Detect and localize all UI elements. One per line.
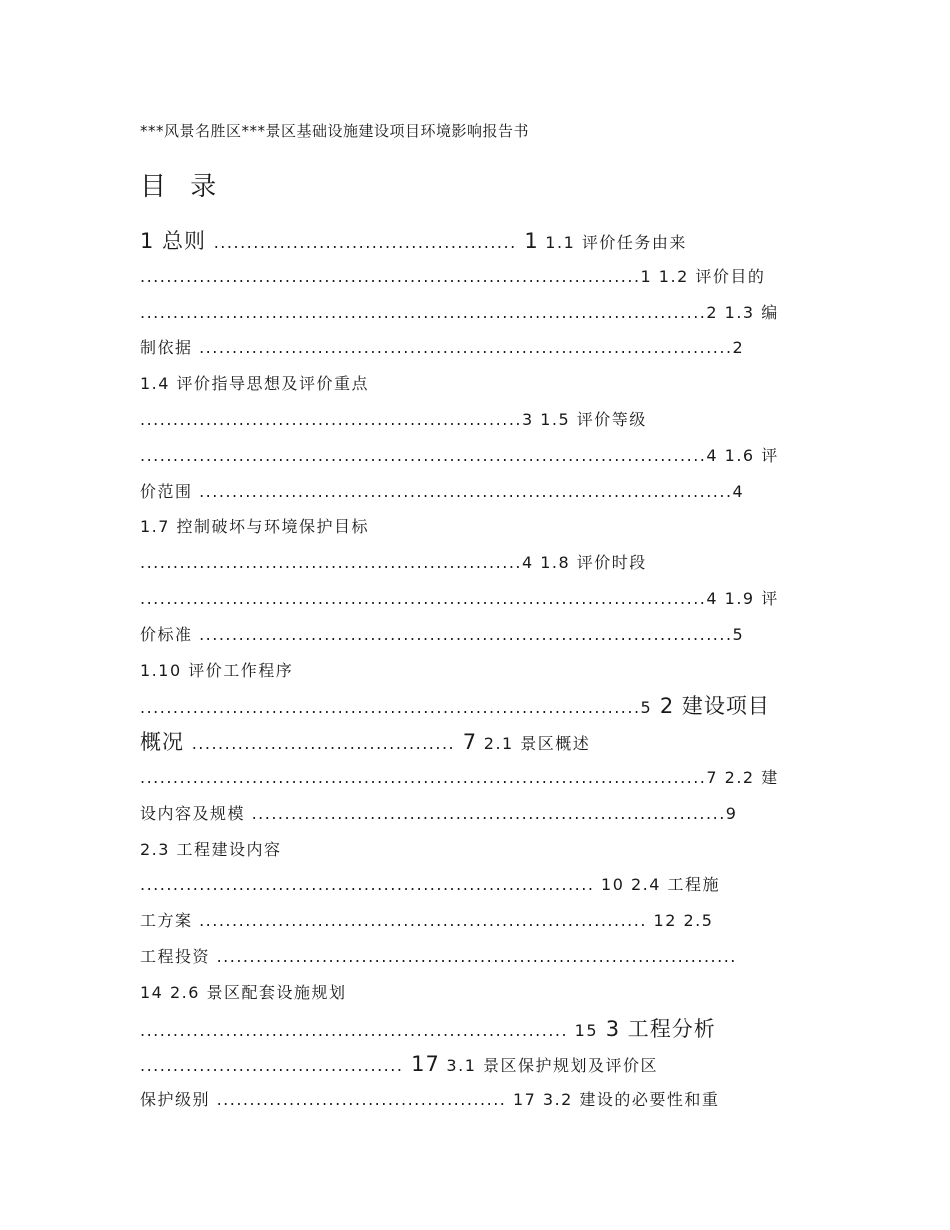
toc-line bbox=[140, 763, 779, 793]
toc-big-lead: 概况 bbox=[140, 730, 192, 755]
toc-big-num: 7 bbox=[455, 730, 478, 755]
toc-text: ..........................................................3 1.5 评价等级 bbox=[140, 410, 647, 429]
toc-line bbox=[140, 584, 779, 614]
toc-text: 制依据 .................................................................................2 bbox=[140, 338, 745, 358]
toc-rest: 3.1 景区保护规划及评价区 bbox=[439, 1056, 658, 1076]
toc-text: ..................................................................... 10 2.4 工程施 bbox=[140, 875, 720, 895]
toc-text: 保护级别 ............................................ 17 3.2 建设的必要性和重 bbox=[140, 1090, 720, 1110]
toc-big-tail: 2 建设项目 bbox=[652, 694, 770, 719]
toc-line bbox=[140, 835, 282, 865]
toc-text: 1.7 控制破坏与环境保护目标 bbox=[140, 517, 370, 537]
toc-rest: 1.1 评价任务由来 bbox=[538, 233, 687, 252]
toc-line bbox=[140, 477, 744, 507]
toc-text: 价范围 .................................................................................4 bbox=[140, 481, 745, 501]
toc-text: ......................................................................................4 1.9 评 bbox=[140, 589, 779, 608]
toc-text: ................................................................. 15 bbox=[140, 1020, 599, 1040]
toc-line bbox=[140, 512, 369, 542]
toc-text: 1.4 评价指导思想及评价重点 bbox=[140, 374, 370, 394]
toc-line bbox=[140, 691, 770, 721]
toc-text: ......................................................................................7 2.2 建 bbox=[140, 768, 779, 787]
toc-line bbox=[140, 441, 779, 471]
toc-line bbox=[140, 369, 369, 399]
toc-big-num: 17 bbox=[403, 1052, 440, 1077]
toc-line bbox=[140, 1014, 716, 1044]
toc-dots-big: ........................................ bbox=[191, 734, 456, 754]
toc-big-tail: 3 工程分析 bbox=[598, 1016, 716, 1041]
toc-line bbox=[140, 620, 744, 650]
toc-line bbox=[140, 405, 647, 435]
toc-big-num: 1 bbox=[516, 229, 539, 253]
toc-line bbox=[140, 942, 737, 972]
toc-dots-big: .............................................. bbox=[213, 233, 517, 252]
toc-text: ............................................................................1 1.2 评价目的 bbox=[140, 266, 766, 286]
toc-dots-big: ........................................ bbox=[140, 1056, 404, 1076]
toc-line bbox=[140, 298, 779, 328]
toc-text: 1.10 评价工作程序 bbox=[140, 660, 294, 680]
toc-line bbox=[140, 1085, 719, 1115]
toc-line bbox=[140, 870, 720, 900]
toc-text: 工程投资 ............................................................................... bbox=[140, 947, 737, 966]
toc-text: 工方案 .................................................................... 12 2.5 bbox=[140, 911, 714, 931]
toc-line bbox=[140, 656, 293, 686]
toc-line bbox=[140, 548, 647, 578]
toc-text: ......................................................................................4 1.6 评 bbox=[140, 445, 779, 465]
toc-text: 设内容及规模 ........................................................................9 bbox=[140, 803, 738, 823]
toc-text: 14 2.6 景区配套设施规划 bbox=[140, 982, 347, 1002]
toc-line bbox=[140, 978, 346, 1008]
toc-line bbox=[140, 226, 687, 256]
toc-line bbox=[140, 799, 737, 829]
toc-title: 目 录 bbox=[140, 172, 225, 202]
toc-rest: 2.1 景区概述 bbox=[477, 734, 591, 754]
toc-line bbox=[140, 1049, 658, 1079]
toc-text: 价标准 .................................................................................5 bbox=[140, 624, 745, 644]
toc-line bbox=[140, 727, 590, 757]
toc-text: 2.3 工程建设内容 bbox=[140, 839, 282, 859]
toc-text: ......................................................................................2 1.3 编 bbox=[140, 302, 779, 322]
toc-line bbox=[140, 262, 765, 292]
toc-text: ..........................................................4 1.8 评价时段 bbox=[140, 553, 647, 573]
toc-big-lead: 1 总则 bbox=[140, 229, 214, 253]
toc-text: ............................................................................5 bbox=[140, 698, 653, 718]
toc-line bbox=[140, 333, 744, 363]
document-header: ***风景名胜区***景区基础设施建设项目环境影响报告书 bbox=[140, 122, 530, 140]
toc-line bbox=[140, 906, 713, 936]
